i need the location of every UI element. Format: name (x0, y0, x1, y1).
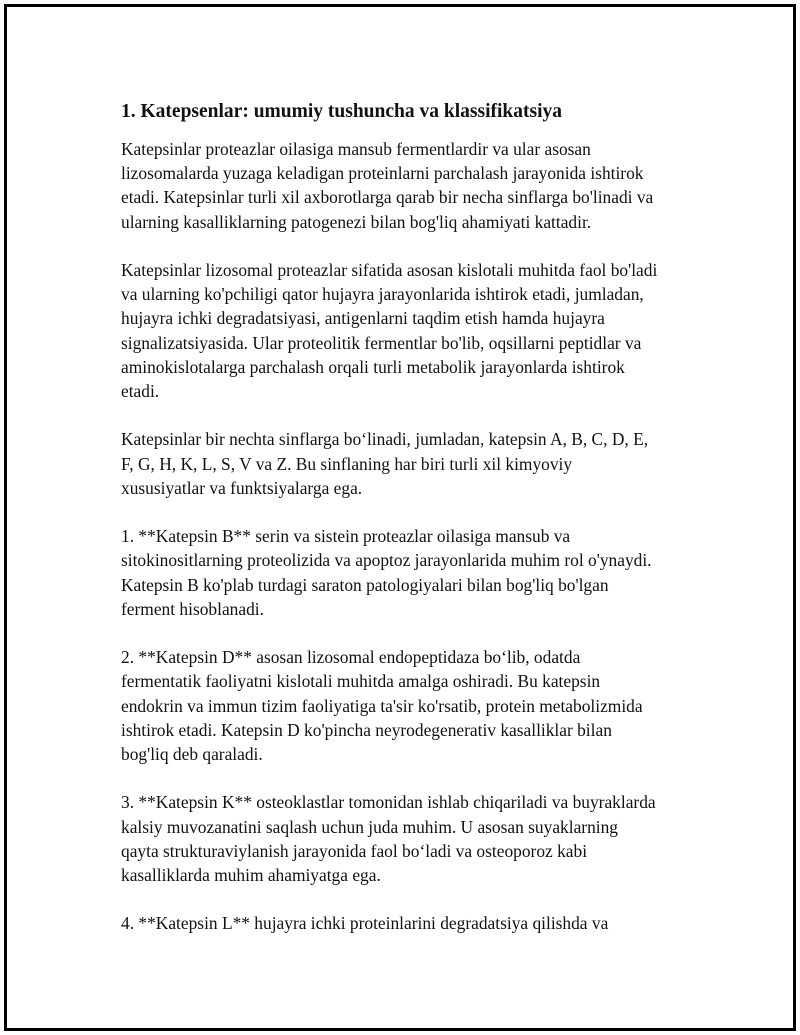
text-line: 2. **Katepsin D** asosan lizosomal endopeptidaza bo‘lib, odatda (121, 647, 581, 668)
paragraph-katepsin-d (121, 645, 701, 766)
text-line: hujayra ichki degradatsiyasi, antigenlarni taqdim etish hamda hujayra (121, 308, 605, 329)
text-line: Katepsin B ko'plab turdagi saraton patologiyalari bilan bog'liq bo'lgan (121, 574, 609, 595)
text-line: Katepsinlar lizosomal proteazlar sifatida asosan kislotali muhitda faol bo'ladi (121, 260, 658, 280)
paragraph-katepsin-l (121, 911, 701, 935)
text-line: 3. **Katepsin K** osteoklastlar tomonidan ishlab chiqariladi va buyraklarda (121, 792, 656, 813)
paragraph-katepsin-b (121, 524, 701, 621)
paragraph-classes (121, 427, 701, 500)
text-line: ularning kasalliklarning patogenezi bilan bog'liq ahamiyati kattadir. (121, 211, 592, 232)
text-line: etadi. (121, 381, 160, 402)
page-frame (4, 4, 796, 1031)
text-line: aminokislotalarga parchalash orqali turli metabolik jarayonlarda ishtirok (121, 356, 625, 377)
text-line: sitokinositlarning proteolizida va apoptoz jarayonlarida muhim rol o'ynaydi. (121, 550, 652, 571)
text-line: kasalliklarda muhim ahamiyatga ega. (121, 865, 381, 886)
paragraph-intro (121, 137, 701, 234)
text-line: signalizatsiyasida. Ular proteolitik fermentlar bo'lib, oqsillarni peptidlar va (121, 332, 642, 353)
text-line: 1. **Katepsin B** serin va sistein proteazlar oilasiga mansub va (121, 526, 571, 547)
text-line: lizosomalarda yuzaga keladigan proteinlarni parchalash jarayonida ishtirok (121, 163, 644, 184)
text-line: Katepsinlar bir nechta sinflarga bo‘linadi, jumladan, katepsin A, B, C, D, E, (121, 429, 649, 450)
text-line: fermentatik faoliyatni kislotali muhitda amalga oshiradi. Bu katepsin (121, 671, 601, 692)
text-line: etadi. Katepsinlar turli xil axborotlarga qarab bir necha sinflarga bo'linadi va (121, 187, 654, 208)
text-line: Katepsinlar proteazlar oilasiga mansub fermentlardir va ular asosan (121, 139, 591, 159)
text-line: va ularning ko'pchiligi qator hujayra jarayonlarida ishtirok etadi, jumladan, (121, 284, 644, 305)
text-line: 4. **Katepsin L** hujayra ichki proteinlarini degradatsiya qilishda va (121, 913, 609, 934)
document-body (121, 99, 701, 960)
text-line: F, G, H, K, L, S, V va Z. Bu sinflaning har biri turli xil kimyoviy (121, 453, 573, 474)
text-line: ferment hisoblanadi. (121, 598, 264, 619)
paragraph-lysosomal (121, 258, 701, 403)
paragraph-katepsin-k (121, 790, 701, 887)
text-line: ishtirok etadi. Katepsin D ko'pincha neyrodegenerativ kasalliklar bilan (121, 719, 612, 740)
text-line: qayta strukturaviylanish jarayonida faol bo‘ladi va osteoporoz kabi (121, 840, 588, 861)
text-line: xususiyatlar va funktsiyalarga ega. (121, 477, 363, 498)
text-line: endokrin va immun tizim faoliyatiga ta'sir ko'rsatib, protein metabolizmida (121, 695, 643, 716)
section-heading: 1. Katepsenlar: umumiy tushuncha va klassifikatsiya (121, 101, 562, 122)
text-line: bog'liq deb qaraladi. (121, 744, 263, 765)
text-line: kalsiy muvozanatini saqlash uchun juda muhim. U asosan suyaklarning (121, 816, 618, 837)
